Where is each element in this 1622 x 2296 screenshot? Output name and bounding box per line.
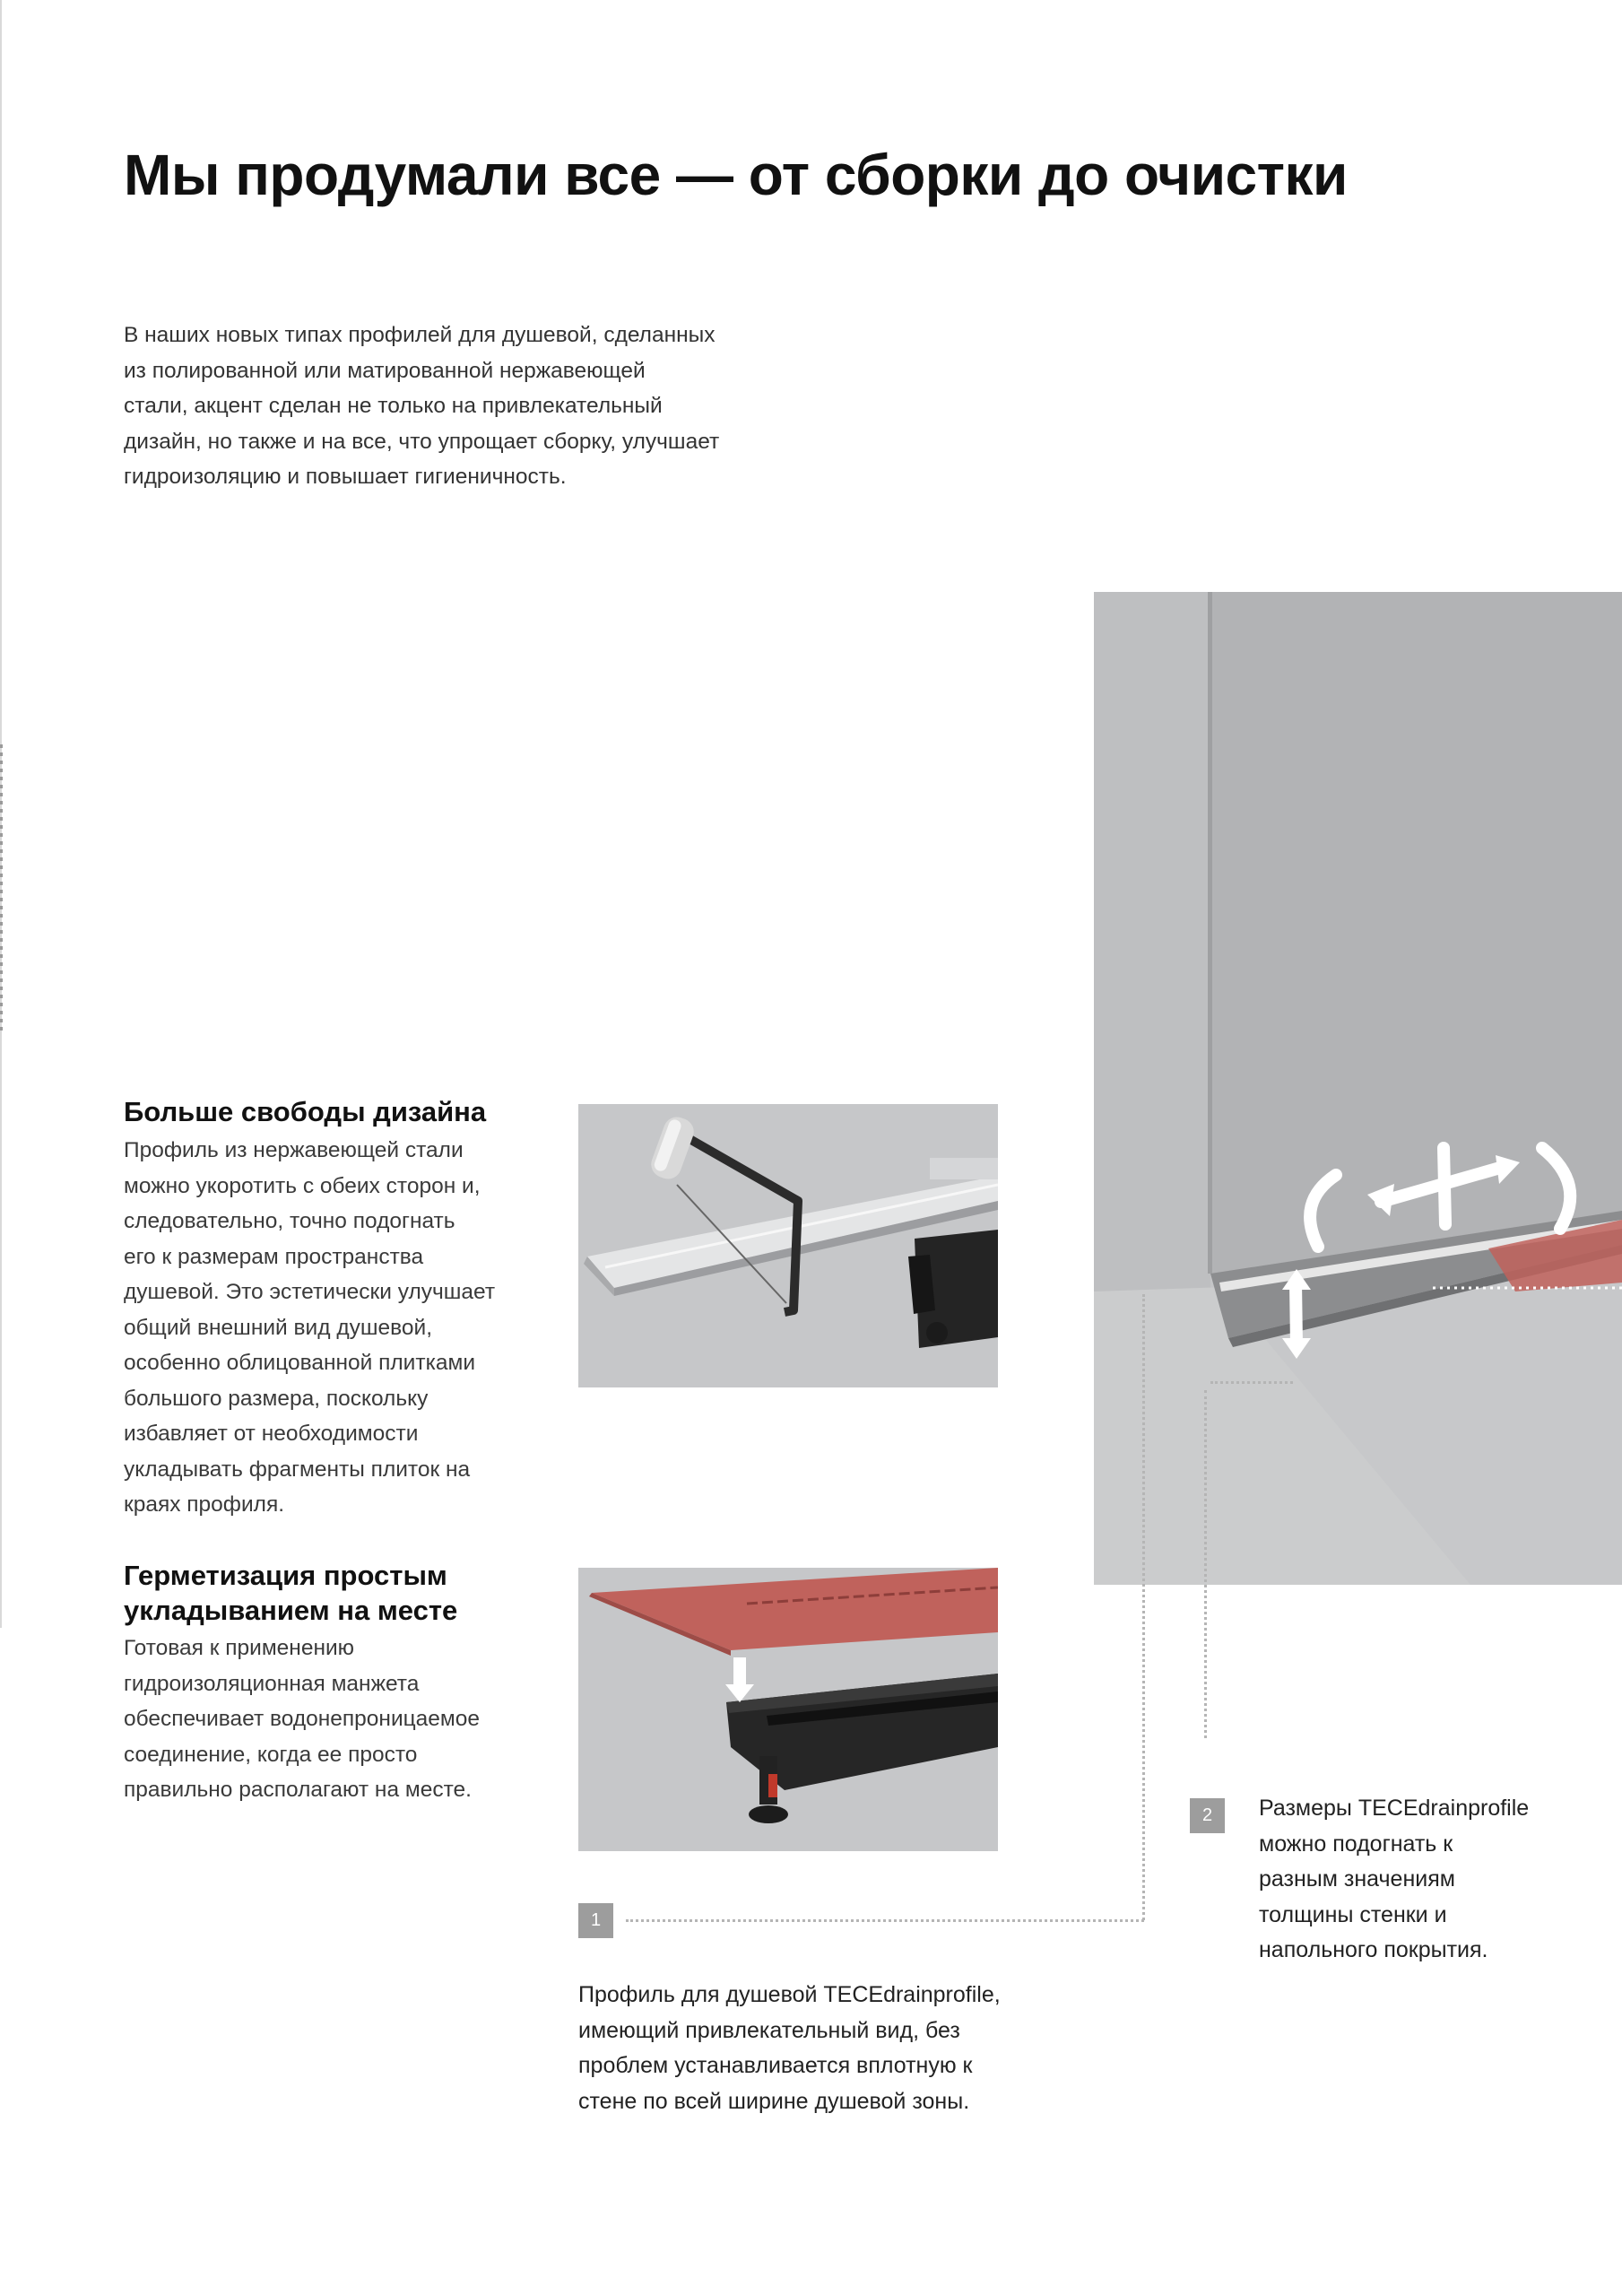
body-line: краях профиля. <box>124 1492 285 1517</box>
body-line: большого размера, поскольку <box>124 1386 429 1411</box>
body-line: правильно располагают на месте. <box>124 1778 472 1802</box>
connector-line <box>626 1919 1144 1922</box>
intro-line: стали, акцент сделан не только на привлекательный <box>124 394 663 418</box>
caption-line: имеющий привлекательный вид, без <box>578 2017 960 2043</box>
body-line: следовательно, точно подогнать <box>124 1209 455 1233</box>
connector-line <box>1142 1294 1145 1920</box>
page-title: Мы продумали все — от сборки до очистки <box>124 143 1348 207</box>
body-line: Профиль из нержавеющей стали <box>124 1138 464 1162</box>
section-body-sealing <box>124 1631 480 1808</box>
connector-line <box>1204 1390 1207 1738</box>
photo-saw-cutting-profile <box>578 1104 998 1387</box>
body-line: его к размерам пространства <box>124 1244 424 1269</box>
photo-profile-at-wall <box>1094 592 1622 1585</box>
photo-sealing-membrane <box>578 1568 998 1851</box>
body-line: особенно облицованной плитками <box>124 1351 475 1375</box>
intro-line: из полированной или матированной нержавеющей <box>124 358 646 383</box>
callout-caption <box>1259 1791 1529 1969</box>
caption-line: стене по всей ширине душевой зоны. <box>578 2088 970 2114</box>
connector-line <box>1210 1381 1293 1384</box>
body-line: укладывать фрагменты плиток на <box>124 1457 471 1482</box>
intro-line: дизайн, но также и на все, что упрощает сборку, улучшает <box>124 429 720 454</box>
caption-line: можно подогнать к <box>1259 1831 1453 1857</box>
callout-number-badge: 1 <box>578 1903 613 1938</box>
section-body-design <box>124 1133 495 1523</box>
heading-line: Герметизация простым <box>124 1560 447 1591</box>
section-heading-design <box>124 1094 486 1129</box>
body-line: избавляет от необходимости <box>124 1422 419 1446</box>
heading-line: укладыванием на месте <box>124 1595 458 1626</box>
heading-line: Больше свободы дизайна <box>124 1096 487 1127</box>
page-edge-marks <box>0 744 3 1031</box>
body-line: гидроизоляционная манжета <box>124 1671 420 1696</box>
intro-line: В наших новых типах профилей для душевой, сделанных <box>124 323 716 347</box>
body-line: можно укоротить с обеих сторон и, <box>124 1173 481 1198</box>
caption-line: Размеры TECEdrainprofile <box>1259 1796 1530 1821</box>
body-line: Готовая к применению <box>124 1636 355 1660</box>
body-line: душевой. Это эстетически улучшает <box>124 1280 496 1304</box>
intro-paragraph <box>124 317 805 495</box>
caption-line: толщины стенки и <box>1259 1901 1447 1927</box>
callout-number-badge: 2 <box>1190 1798 1225 1833</box>
caption-line: разным значениям <box>1259 1866 1455 1892</box>
intro-line: гидроизоляцию и повышает гигиеничность. <box>124 465 567 489</box>
caption-line: Профиль для душевой TECEdrainprofile, <box>578 1982 1001 2007</box>
callout-caption <box>578 1978 1001 2119</box>
section-heading-sealing <box>124 1558 457 1628</box>
body-line: соединение, когда ее просто <box>124 1742 418 1767</box>
caption-line: напольного покрытия. <box>1259 1937 1488 1962</box>
body-line: общий внешний вид душевой, <box>124 1315 433 1340</box>
body-line: обеспечивает водонепроницаемое <box>124 1707 481 1731</box>
caption-line: проблем устанавливается вплотную к <box>578 2053 973 2078</box>
